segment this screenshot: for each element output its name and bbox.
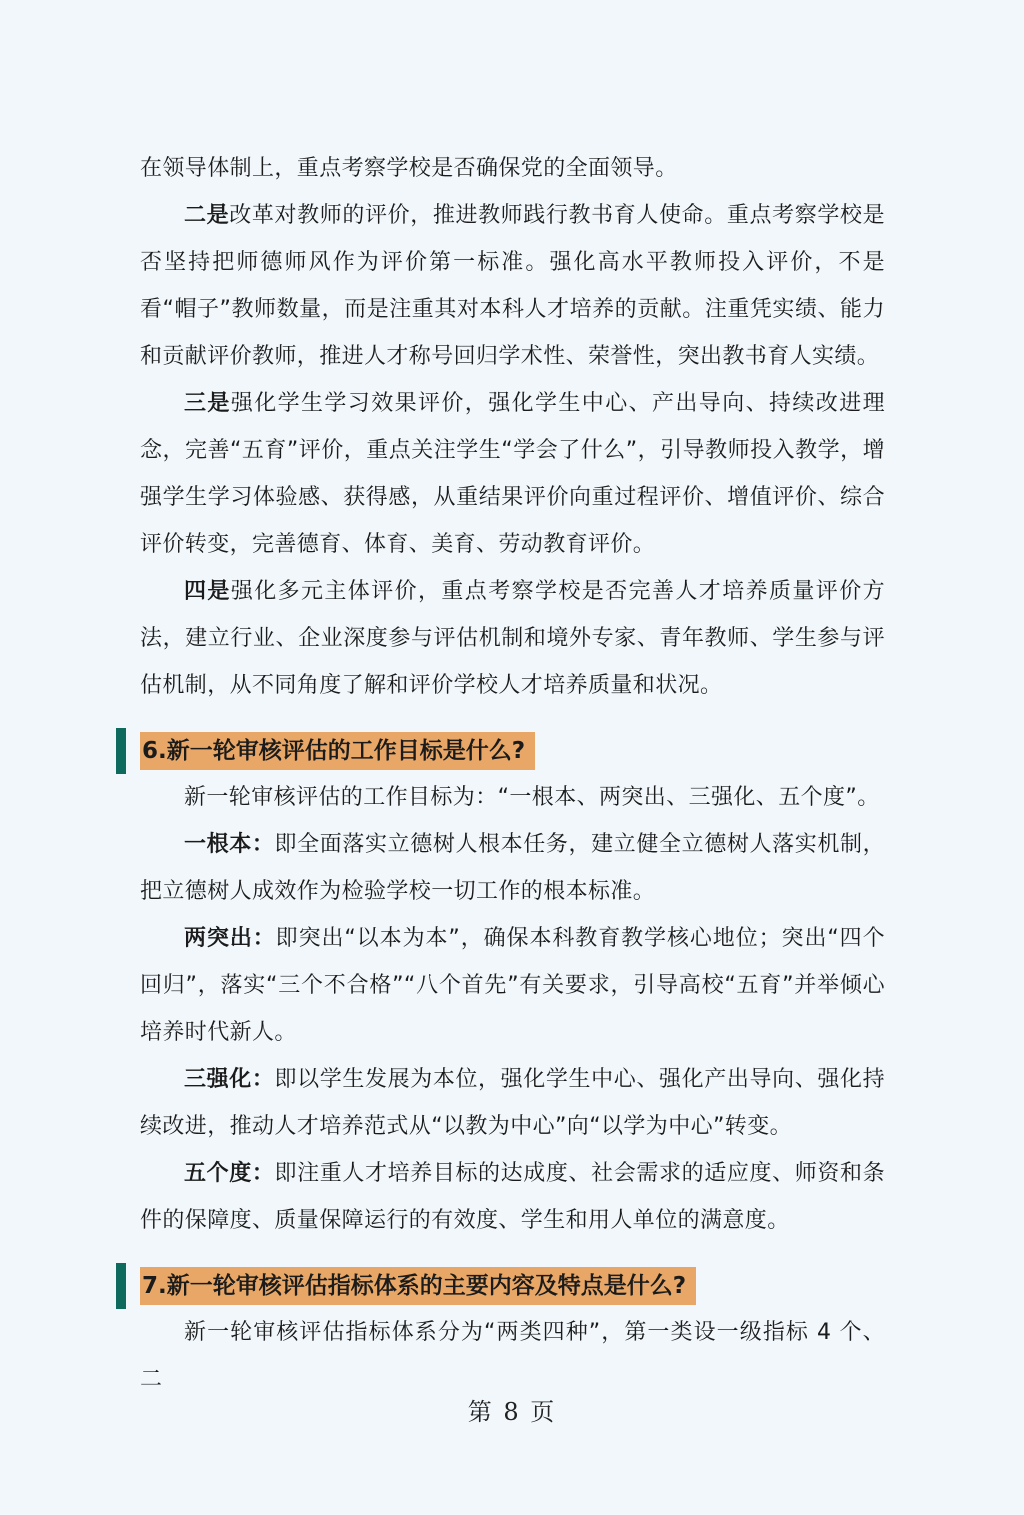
heading-accent-bar	[116, 728, 126, 774]
heading-accent-bar	[116, 1263, 126, 1309]
document-page	[140, 145, 885, 1403]
paragraph	[140, 192, 885, 380]
paragraph-lead: 三强化：	[184, 1067, 275, 1092]
section-heading-6	[140, 728, 885, 774]
paragraph	[140, 821, 885, 915]
paragraph-text: 即注重人才培养目标的达成度、社会需求的适应度、师资和条件的保障度、质量保障运行的有效度、学生和用人单位的满意度。	[140, 1161, 885, 1233]
paragraph	[140, 915, 885, 1056]
paragraph-text: 改革对教师的评价，推进教师践行教书育人使命。重点考察学校是否坚持把师德师风作为评价第一标准。强化高水平教师投入评价，不是看“帽子”教师数量，而是注重其对本科人才培养的贡献。注重凭实绩、能力和贡献评价教师，推进人才称号回归学术性、荣誉性，突出教书育人实绩。	[140, 203, 885, 369]
paragraph-text: 强化学生学习效果评价，强化学生中心、产出导向、持续改进理念，完善“五育”评价，重点关注学生“学会了什么”，引导教师投入教学，增强学生学习体验感、获得感，从重结果评价向重过程评价、增值评价、综合评价转变，完善德育、体育、美育、劳动教育评价。	[140, 391, 885, 557]
paragraph-lead: 二是	[184, 203, 230, 228]
paragraph	[140, 774, 885, 821]
section-5-body	[140, 145, 885, 709]
paragraph	[140, 145, 885, 192]
paragraph-text: 即以学生发展为本位，强化学生中心、强化产出导向、强化持续改进，推动人才培养范式从“以教为中心”向“以学为中心”转变。	[140, 1067, 885, 1139]
section-6-body	[140, 774, 885, 1244]
paragraph	[140, 1309, 885, 1403]
heading-text: 7.新一轮审核评估指标体系的主要内容及特点是什么?	[140, 1267, 696, 1305]
paragraph-lead: 三是	[184, 391, 231, 416]
paragraph-text: 强化多元主体评价，重点考察学校是否完善人才培养质量评价方法，建立行业、企业深度参与评估机制和境外专家、青年教师、学生参与评估机制，从不同角度了解和评价学校人才培养质量和状况。	[140, 579, 885, 698]
heading-text: 6.新一轮审核评估的工作目标是什么?	[140, 732, 535, 770]
paragraph	[140, 568, 885, 709]
paragraph-text: 即全面落实立德树人根本任务，建立健全立德树人落实机制，把立德树人成效作为检验学校一切工作的根本标准。	[140, 832, 885, 904]
paragraph-lead: 四是	[184, 579, 231, 604]
section-7-body	[140, 1309, 885, 1403]
paragraph-lead: 五个度：	[184, 1161, 275, 1186]
paragraph	[140, 380, 885, 568]
paragraph-text: 在领导体制上，重点考察学校是否确保党的全面领导。	[140, 156, 678, 181]
page-number: 第 8 页	[467, 1398, 557, 1426]
section-heading-7	[140, 1263, 885, 1309]
paragraph	[140, 1056, 885, 1150]
paragraph-text: 新一轮审核评估的工作目标为：“一根本、两突出、三强化、五个度”。	[184, 785, 880, 810]
paragraph-lead: 两突出：	[184, 926, 276, 951]
paragraph-text: 新一轮审核评估指标体系分为“两类四种”，第一类设一级指标 4 个、二	[140, 1320, 885, 1392]
paragraph-text: 即突出“以本为本”，确保本科教育教学核心地位；突出“四个回归”，落实“三个不合格”“八个首先”有关要求，引导高校“五育”并举倾心培养时代新人。	[140, 926, 885, 1045]
paragraph-lead: 一根本：	[184, 832, 275, 857]
paragraph	[140, 1150, 885, 1244]
